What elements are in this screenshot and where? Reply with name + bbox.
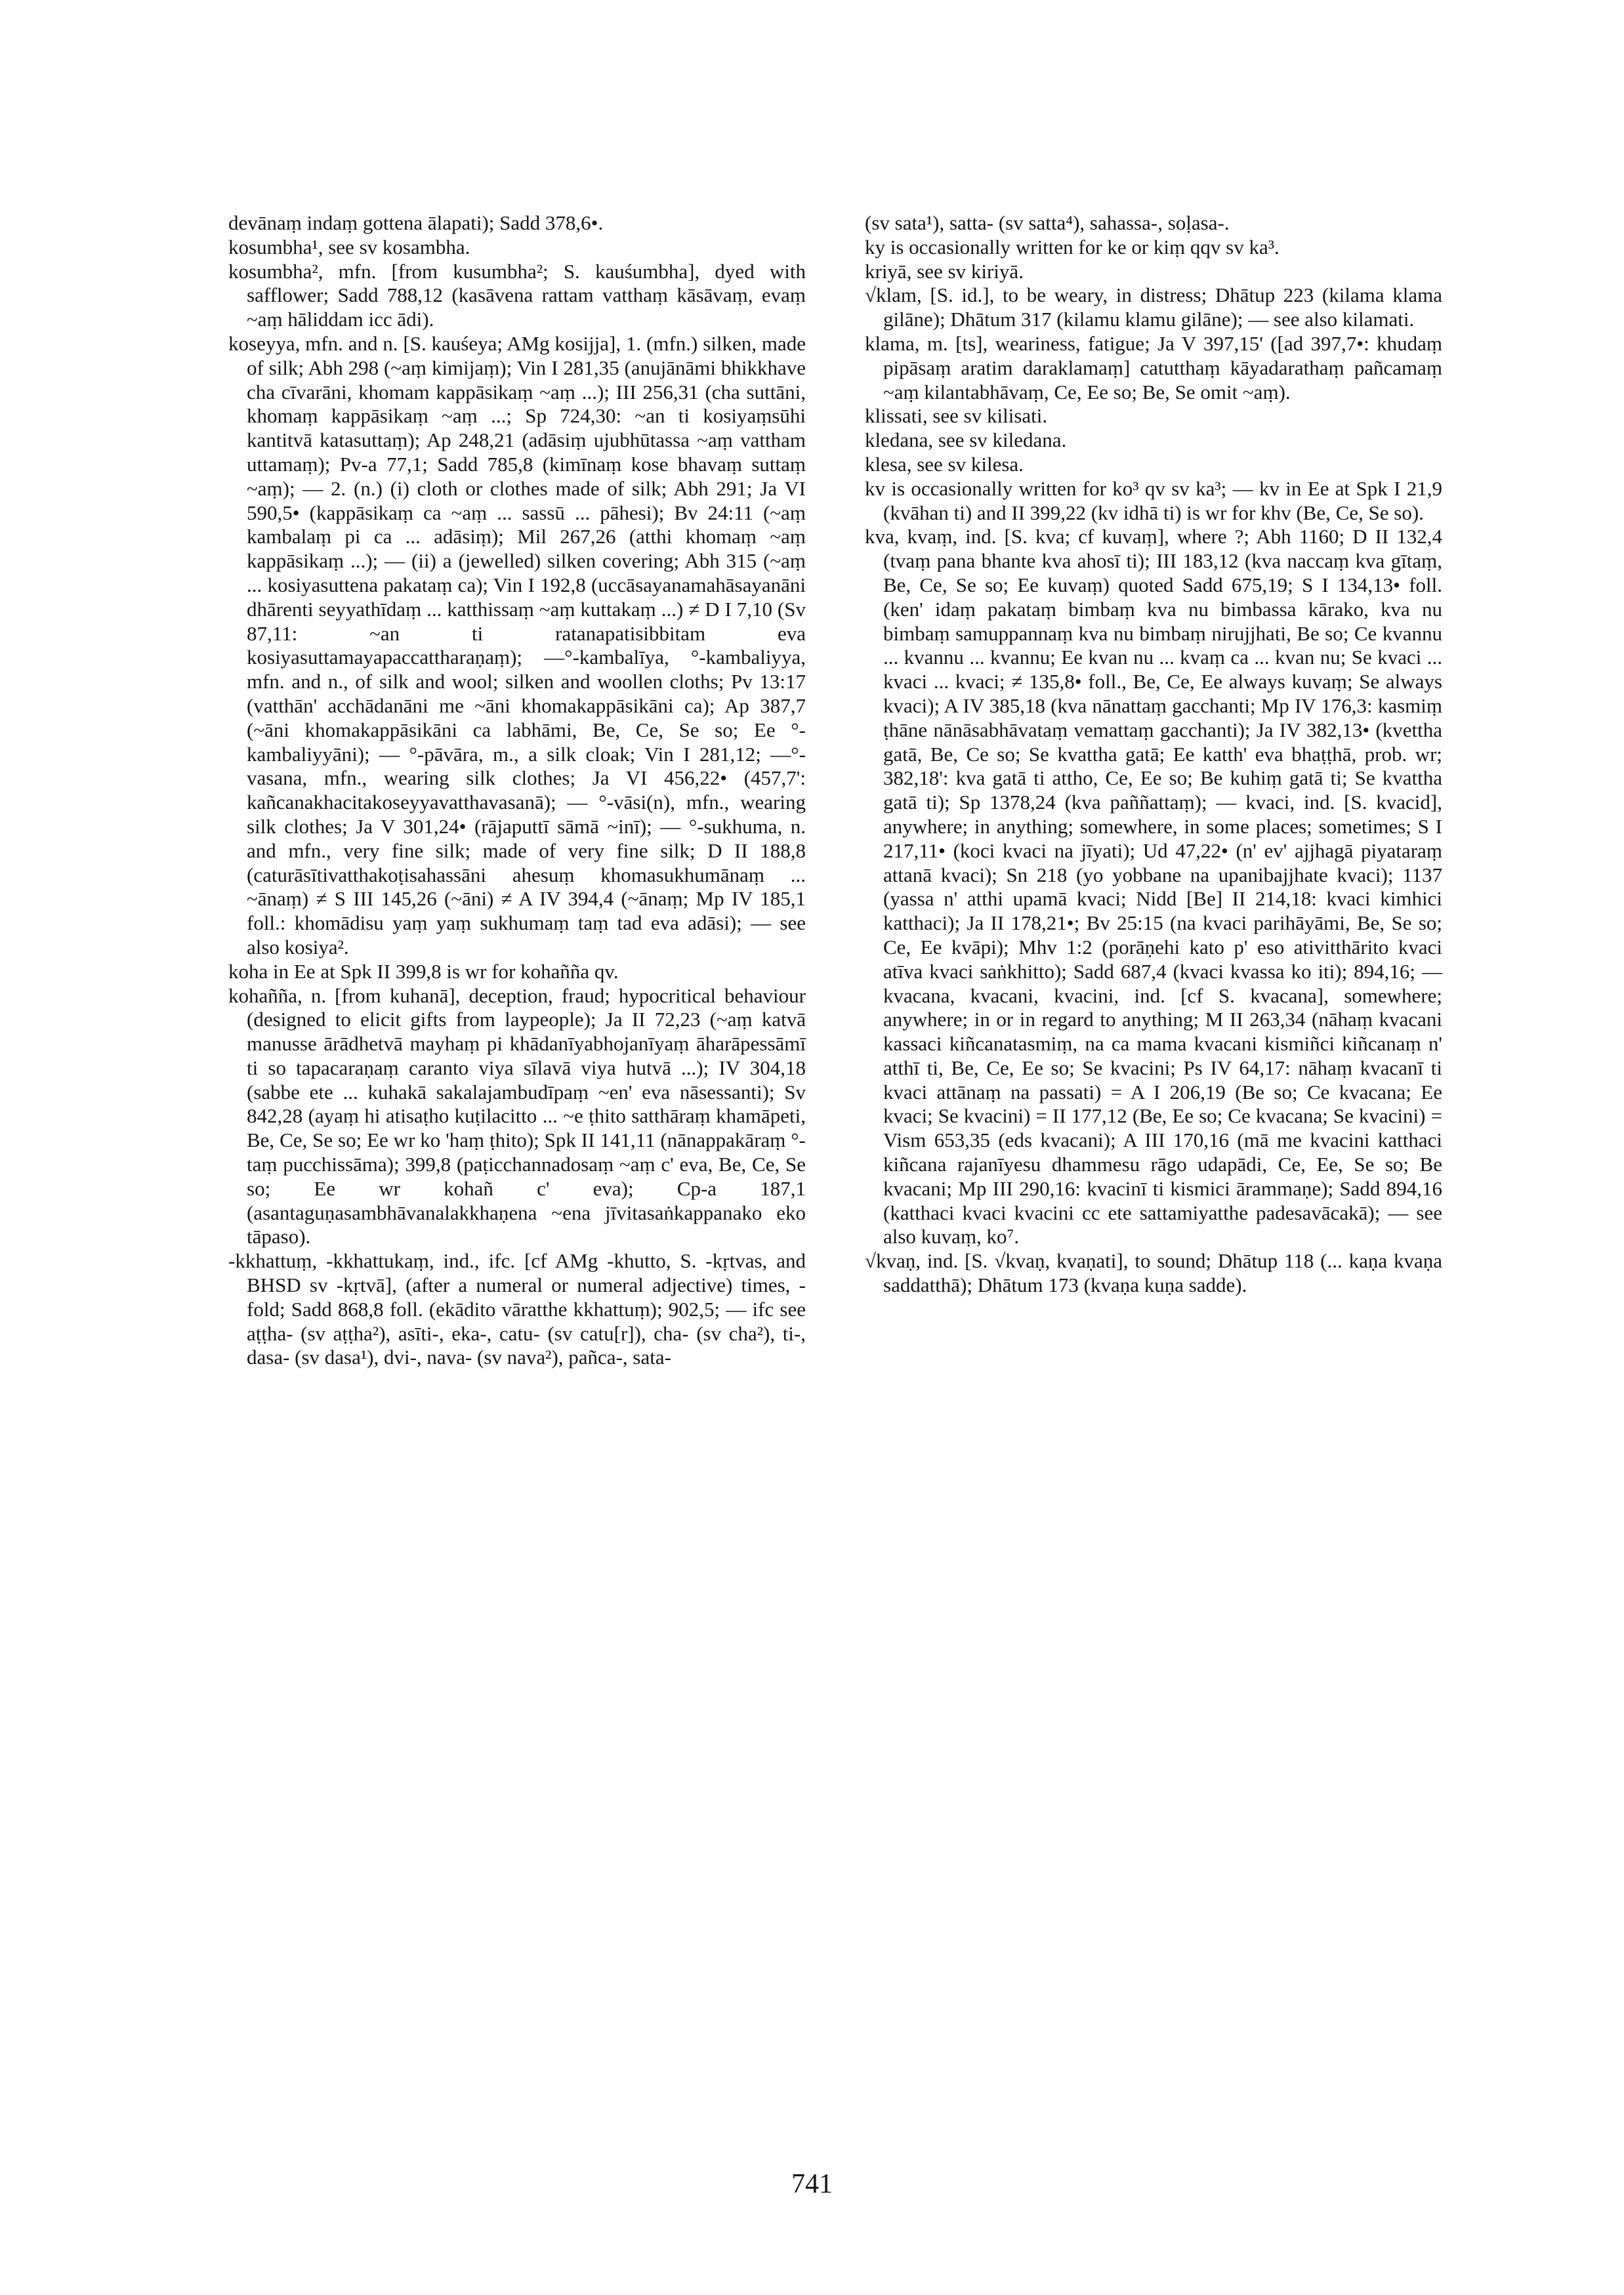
entry-continuation-right: (sv sata¹), satta- (sv satta⁴), sahassa-, soḷasa-.: [865, 211, 1230, 234]
right-column: [865, 211, 1442, 1298]
entry-klesa: klesa, see sv kilesa.: [865, 452, 1024, 476]
entry-kohanna: kohañña, n. [from kuhanā], deception, fraud; hypocritical behaviour (designed to elicit gifts from laypeople); Ja II 72,23 (~aṃ katvā manusse ārādhetvā mayhaṃ pi khādanīyabhojanīyaṃ āharāpessāmī ti so tapacaraṇaṃ caranto viya sīlavā viya hutvā ...); IV 304,18 (sabbe ete ... kuhakā sakalajambudīpaṃ ~en' eva nāsessanti); Sv 842,28 (ayaṃ hi atisaṭho kuṭilacitto ... ~e ṭhito satthāraṃ khamāpeti, Be, Ce, Se so; Ee wr ko 'haṃ ṭhito); Spk II 141,11 (nānappakāraṃ °-taṃ pucchissāma); 399,8 (paṭicchannadosaṃ ~aṃ c' eva, Be, Ce, Se so; Ee wr kohañ c' eva); Cp-a 187,1 (asantaguṇasambhāvanalakkhaṇena ~ena jīvitasaṅkappanako eko tāpaso).: [228, 983, 806, 1249]
entry-koha: koha in Ee at Spk II 399,8 is wr for kohañña qv.: [228, 959, 619, 983]
entry-continuation: devānaṃ indaṃ gottena ālapati); Sadd 378,6•.: [228, 211, 604, 234]
entry-kva: kva, kvaṃ, ind. [S. kva; cf kuvaṃ], where ?; Abh 1160; D II 132,4 (tvaṃ pana bhante kva ahosī ti); III 183,12 (kva naccaṃ kva gītaṃ, Be, Ce, Se so; Ee kuvaṃ) quoted Sadd 675,19; S I 134,13• foll. (ken' idaṃ pakataṃ bimbaṃ kva nu bimbassa kārako, kva nu bimbaṃ samuppannaṃ kva nu bimbaṃ nirujjhati, Be so; Ce kvannu ... kvannu ... kvannu; Ee kvan nu ... kvaṃ ca ... kvan nu; Se kvaci ... kvaci ... kvaci; ≠ 135,8• foll., Be, Ce, Ee always kuvaṃ; Se always kvaci); A IV 385,18 (kva nānattaṃ gacchanti; Mp IV 176,3: kasmiṃ ṭhāne nānāsabhāvataṃ vemattaṃ gacchanti); Ja IV 382,13• (kvettha gatā, Be, Ce so; Se kvattha gatā; Ee katth' eva bhaṭṭhā, prob. wr; 382,18': kva gatā ti attho, Ce, Ee so; Be kuhiṃ gatā ti; Se kvattha gatā ti); Sp 1378,24 (kva paññattaṃ); — kvaci, ind. [S. kvacid], anywhere; in anything; somewhere, in some places; sometimes; S I 217,11• (koci kvaci na jīyati); Ud 47,22• (n' ev' ajjhagā piyataraṃ attanā kvaci); Sn 218 (yo yobbane na upanibajjhate kvaci); 1137 (yassa n' atthi upamā kvaci; Nidd [Be] II 214,18: kvaci kimhici katthaci); Ja II 178,21•; Bv 25:15 (na kvaci parihāyāmi, Be, Se so; Ce, Ee kvāpi); Mhv 1:2 (porāṇehi kato p' eso ativitthārito kvaci atīva kvaci saṅkhitto); Sadd 687,4 (kvaci kvassa ko iti); 894,16; — kvacana, kvacani, kvacini, ind. [cf S. kvacana], somewhere; anywhere; in or in regard to anything; M II 263,34 (nāhaṃ kvacani kassaci kiñcanatasmiṃ, na ca mama kvacani kismiñci kiñcanaṃ n' atthī ti, Be, Ce, Ee so; Se kvacini; Ps IV 64,17: nāhaṃ kvacanī ti kvaci attānaṃ na passati) = A I 206,19 (Be so; Ce kvacana; Ee kvaci; Se kvacini) = II 177,12 (Be, Ee so; Ce kvacana; Se kvacini) = Vism 653,35 (eds kvacani); A III 170,16 (mā me kvacini katthaci kiñcana rajanīyesu dhammesu rāgo udapādi, Ce, Ee, Se so; Be kvacani; Mp III 290,16: kvacinī ti kismici ārammaṇe); Sadd 894,16 (katthaci kvaci kvacini cc ete sattamiyatthe padesavācakā); — see also kuvaṃ, ko⁷.: [865, 525, 1442, 1249]
entry-kkhattum: -kkhattuṃ, -kkhattukaṃ, ind., ifc. [cf AMg -khutto, S. -kṛtvas, and BHSD sv -kṛtvā], (after a numeral or numeral adjective) times, -fold; Sadd 868,8 foll. (ekādito vāratthe kkhattuṃ); 902,5; — ifc see aṭṭha- (sv aṭṭha²), asīti-, eka-, catu- (sv catu[r]), cha- (sv cha²), ti-, dasa- (sv dasa¹), dvi-, nava- (sv nava²), pañca-, sata-: [228, 1249, 806, 1369]
entry-klam-root: √klam, [S. id.], to be weary, in distress; Dhātup 223 (kilama klama gilāne); Dhātum 317 (kilamu klamu gilāne); — see also kilamati.: [865, 283, 1442, 331]
entry-kriya: kriyā, see sv kiriyā.: [865, 259, 1024, 283]
entry-kvan-root: √kvaṇ, ind. [S. √kvaṇ, kvaṇati], to sound; Dhātup 118 (... kaṇa kvaṇa saddatthā); Dhātum 173 (kvaṇa kuṇa sadde).: [865, 1249, 1442, 1297]
page-number: 741: [791, 2169, 833, 2199]
entry-kosumbha-2: kosumbha², mfn. [from kusumbha²; S. kauśumbha], dyed with safflower; Sadd 788,12 (kasāvena rattam vatthaṃ kāsāvaṃ, evaṃ ~aṃ hāliddam icc ādi).: [228, 259, 806, 331]
entry-koseyya: koseyya, mfn. and n. [S. kauśeya; AMg kosijja], 1. (mfn.) silken, made of silk; Abh 298 (~aṃ kimijaṃ); Vin I 281,35 (anujānāmi bhikkhave cha cīvarāni, khomam kappāsikaṃ ~aṃ ...); III 256,31 (cha suttāni, khomaṃ kappāsikaṃ ~aṃ ...; Sp 724,30: ~an ti kosiyaṃsūhi kantitvā katasuttaṃ); Ap 248,21 (adāsiṃ ujubhūtassa ~aṃ vattham uttamaṃ); Pv-a 77,1; Sadd 785,8 (kimīnaṃ kose bhavaṃ suttaṃ ~aṃ); — 2. (n.) (i) cloth or clothes made of silk; Abh 291; Ja VI 590,5• (kappāsikaṃ ca ~aṃ ... sassū ... pāhesi); Bv 24:11 (~aṃ kambalaṃ pi ca ... adāsiṃ); Mil 267,26 (atthi khomaṃ ~aṃ kappāsikaṃ ...); — (ii) a (jewelled) silken covering; Abh 315 (~aṃ ... kosiyasuttena pakataṃ ca); Vin I 192,8 (uccāsayanamahāsayanāni dhārenti seyyathīdaṃ ... katthissaṃ ~aṃ kuttakaṃ ...) ≠ D I 7,10 (Sv 87,11: ~an ti ratanapatisibbitam eva kosiyasuttamayapaccattharaṇaṃ); —°-kambalīya, °-kambaliyya, mfn. and n., of silk and wool; silken and woollen cloths; Pv 13:17 (vatthān' acchādanāni me ~āni khomakappāsikāni ca); Ap 387,7 (~āni khomakappāsikāni ca labhāmi, Be, Ce, Se so; Ee °-kambaliyyāni); — °-pāvāra, m., a silk cloak; Vin I 281,12; —°-vasana, mfn., wearing silk clothes; Ja VI 456,22• (457,7': kañcanakhacitakoseyyavatthavasanā); — °-vāsi(n), mfn., wearing silk clothes; Ja V 301,24• (rājaputtī sāmā ~inī); — °-sukhuma, n. and mfn., very fine silk; made of very fine silk; D II 188,8 (caturāsītivatthakoṭisahassāni ahesuṃ khomasukhumānaṃ ... ~ānaṃ) ≠ S III 145,26 (~āni) ≠ A IV 394,4 (~ānaṃ; Mp IV 185,1 foll.: khomādisu yaṃ yaṃ sukhumaṃ taṃ tad eva adāsi); — see also kosiya².: [228, 331, 806, 959]
left-column: [228, 211, 806, 1370]
entry-klama: klama, m. [ts], weariness, fatigue; Ja V 397,15' ([ad 397,7•: khudaṃ pipāsaṃ aratim daraklamaṃ] catutthaṃ kāyadarathaṃ pañcamaṃ ~aṃ kilantabhāvaṃ, Ce, Ee so; Be, Se omit ~aṃ).: [865, 331, 1442, 403]
entry-kv: kv is occasionally written for ko³ qv sv ka³; — kv in Ee at Spk I 21,9 (kvāhan ti) and II 399,22 (kv idhā ti) is wr for khv (Be, Ce, Se so).: [865, 476, 1442, 524]
entry-ky: ky is occasionally written for ke or kiṃ qqv sv ka³.: [865, 235, 1280, 258]
entry-klissati: klissati, see sv kilisati.: [865, 404, 1048, 428]
entry-kosumbha-1: kosumbha¹, see sv kosambha.: [228, 235, 470, 258]
entry-kledana: kledana, see sv kiledana.: [865, 428, 1067, 452]
